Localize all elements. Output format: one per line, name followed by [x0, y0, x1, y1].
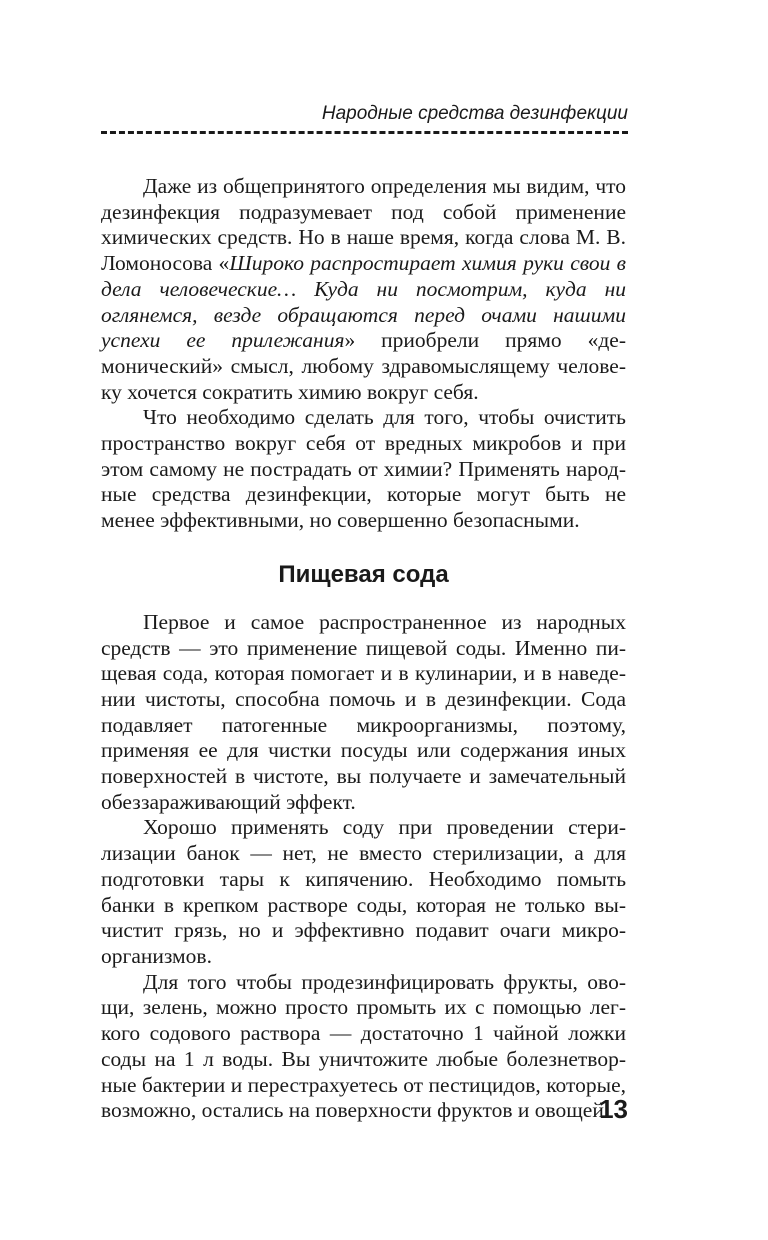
header-dashed-rule: [101, 131, 628, 134]
running-head: Народные средства дезинфекции: [321, 103, 628, 124]
paragraph-text: Даже из общепринятого определения мы видим, что дезинфекция подразумевает под собой применение химических средств. Но в наше время, когда слова М. В. Ломоносова «: [101, 174, 626, 276]
paragraph-intro-1: [101, 174, 626, 405]
body-text: [101, 174, 626, 1124]
paragraph-text: » приобрели прямо «демонический» смысл, любому здравомыслящему человеку хочется сократить химию вокруг себя.: [101, 328, 626, 404]
paragraph-section-1: Первое и самое распространенное из народных средств — это применение пищевой соды. Именно пищевая сода, которая помогает и в кулинарии, и в наведении чистоты, способна помочь и в дезинфекции. Сода подавляет патогенные микроорганизмы, поэтому, применяя ее для чистки посуды или содержания иных поверхностей в чистоте, вы получаете и замечательный обеззараживающий эффект.: [101, 609, 626, 814]
lomonosov-quote: Широко распростирает химия руки свои в дела человеческие… Куда ни посмотрим, куда ни оглянемся, везде обращаются перед очами нашими успехи ее прилежания: [101, 251, 626, 353]
paragraph-intro-2: Что необходимо сделать для того, чтобы очистить пространство вокруг себя от вредных микробов и при этом самому не пострадать от химии? Применять народные средства дезинфекции, которые могут быть не менее эффективными, но совершенно безопасными.: [101, 405, 626, 533]
page-number: 13: [599, 1094, 628, 1124]
paragraph-section-2: Хорошо применять соду при проведении стерилизации банок — нет, не вместо стерилизации, а для подготовки тары к кипячению. Необходимо помыть банки в крепком растворе соды, которая не только вычистит грязь, но и эффективно подавит очаги микроорганизмов.: [101, 815, 626, 968]
paragraph-section-3: Для того чтобы продезинфицировать фрукты, овощи, зелень, можно просто промыть их с помощью легкого содового раствора — достаточно 1 чайной ложки соды на 1 л воды. Вы уничтожите любые болезнетворные бактерии и перестрахуетесь от пестицидов, которые, возможно, остались на поверхности фруктов и овощей.: [101, 969, 626, 1123]
section-title: Пищевая сода: [278, 560, 449, 588]
